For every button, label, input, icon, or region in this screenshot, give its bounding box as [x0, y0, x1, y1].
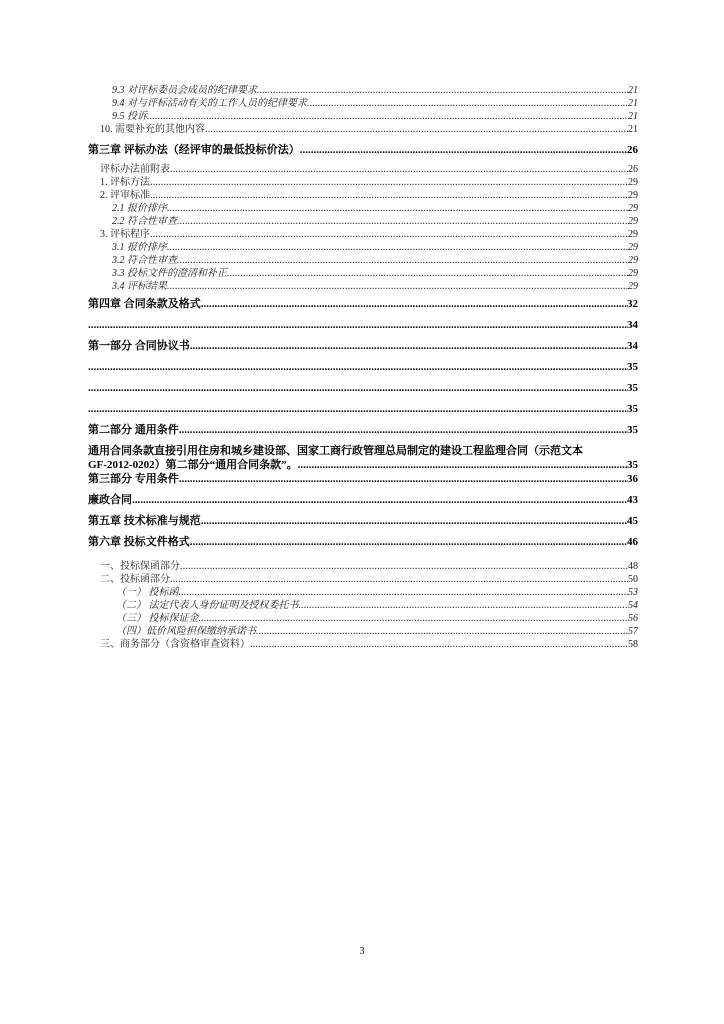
- toc-entry-page: 21: [628, 85, 638, 96]
- toc-entry-title-line2: GF-2012-0202）第二部分“通用合同条款”。: [88, 459, 298, 471]
- toc-leader-dots: [201, 297, 627, 312]
- toc-leader-dots: [199, 612, 629, 625]
- page-number: 3: [359, 946, 365, 957]
- toc-entry-title: 2.1 报价排序: [112, 203, 167, 214]
- toc-leader-dots: [170, 573, 628, 586]
- toc-leader-dots: [256, 625, 628, 638]
- toc-entry-page: 29: [628, 268, 638, 279]
- toc-leader-dots: [179, 472, 627, 487]
- toc-entry[interactable]: [88, 202, 638, 215]
- toc-entry-page: 29: [628, 190, 638, 201]
- toc-leader-dots: [180, 560, 628, 573]
- toc-entry-title: 9.4 对与评标活动有关的工作人员的纪律要求: [112, 98, 307, 109]
- toc-entry-page: 46: [627, 536, 638, 548]
- toc-entry-title: 一、投标保函部分: [100, 561, 180, 572]
- toc-entry-page: 26: [627, 144, 638, 156]
- toc-entry-page: 57: [628, 626, 638, 637]
- toc-leader-dots: [201, 514, 627, 529]
- toc-entry-title: 3.3 投标文件的澄清和补正: [112, 268, 227, 279]
- toc-leader-dots: [257, 84, 628, 97]
- toc-entry-page: 45: [627, 515, 638, 527]
- toc-entry-page: 29: [628, 216, 638, 227]
- toc-entry-title: （一） 投标函: [116, 587, 179, 598]
- toc-leader-dots: [88, 360, 627, 375]
- toc-entry[interactable]: [88, 472, 638, 487]
- toc-section-d: [88, 472, 638, 550]
- toc-leader-dots: [300, 143, 627, 158]
- toc-entry[interactable]: [88, 97, 638, 110]
- toc-entry-page: 29: [628, 203, 638, 214]
- toc-entry-page: 54: [628, 600, 638, 611]
- toc-entry[interactable]: [88, 241, 638, 254]
- toc-entry-page: 58: [628, 639, 638, 650]
- toc-entry-page: 26: [628, 164, 638, 175]
- toc-entry-page: 21: [628, 98, 638, 109]
- toc-entry-title: 第三部分 专用条件: [88, 473, 179, 485]
- toc-leader-dots: [167, 202, 628, 215]
- toc-entry[interactable]: [88, 318, 638, 333]
- toc-entry[interactable]: [88, 215, 638, 228]
- toc-entry[interactable]: [88, 110, 638, 123]
- toc-entry-page: 29: [628, 255, 638, 266]
- toc-leader-dots: [150, 228, 628, 241]
- toc-entry-page: 43: [627, 494, 638, 506]
- toc-entry-page: 32: [627, 298, 638, 310]
- toc-entry-page: 29: [628, 281, 638, 292]
- toc-entry-page: 53: [628, 587, 638, 598]
- toc-leader-dots: [150, 176, 628, 189]
- toc-leader-dots: [250, 638, 628, 651]
- toc-entry-title: 10. 需要补充的其他内容: [100, 124, 205, 135]
- toc-entry-title: 第四章 合同条款及格式: [88, 298, 201, 310]
- toc-entry-title: 第二部分 通用条件: [88, 424, 179, 436]
- toc-entry[interactable]: [88, 339, 638, 354]
- toc-entry-page: 35: [627, 361, 638, 373]
- toc-entry[interactable]: [88, 423, 638, 438]
- toc-entry-page: 34: [627, 319, 638, 331]
- toc-leader-dots: [179, 423, 627, 438]
- toc-entry[interactable]: [88, 123, 638, 136]
- toc-entry-page: 35: [627, 459, 638, 471]
- toc-leader-dots: [190, 339, 627, 354]
- toc-entry-title-line1: 通用合同条款直接引用住房和城乡建设部、国家工商行政管理总局制定的建设工程监理合同（示范文本: [88, 445, 583, 457]
- toc-entry-title: 1. 评标方法: [100, 177, 150, 188]
- toc-leader-dots: [170, 163, 628, 176]
- toc-section-a: [88, 84, 638, 136]
- toc-entry-title: 二、投标函部分: [100, 574, 170, 585]
- toc-entry[interactable]: [88, 163, 638, 176]
- toc-leader-dots: [299, 599, 629, 612]
- toc-entry-page: 50: [628, 574, 638, 585]
- toc-entry-title: （四）低价风险担保缴纳承诺书: [116, 626, 256, 637]
- toc-entry-page: 29: [628, 177, 638, 188]
- toc-entry-title: 9.5 投诉: [112, 111, 147, 122]
- toc-entry[interactable]: [88, 267, 638, 280]
- toc-entry-title: 2.2 符合性审查: [112, 216, 177, 227]
- toc-leader-dots: [88, 402, 627, 417]
- toc-entry[interactable]: [88, 254, 638, 267]
- toc-entry[interactable]: [88, 189, 638, 202]
- toc-entry[interactable]: [88, 381, 638, 396]
- toc-entry-page: 29: [628, 242, 638, 253]
- toc-entry-title: （二） 法定代表人身份证明及授权委托书: [116, 600, 299, 611]
- toc-leader-dots: [88, 381, 627, 396]
- toc-chapter-heading[interactable]: [88, 143, 638, 158]
- toc-entry-title: 3.2 符合性审查: [112, 255, 177, 266]
- toc-section-e: [88, 560, 638, 651]
- toc-entry-page: 21: [628, 124, 638, 135]
- toc-entry-title: 3.1 报价排序: [112, 242, 167, 253]
- toc-entry-title: 第六章 投标文件格式: [88, 536, 190, 548]
- toc-entry[interactable]: [88, 297, 638, 312]
- toc-entry-page: 29: [628, 229, 638, 240]
- toc-entry[interactable]: [88, 638, 638, 651]
- toc-entry-page: 36: [627, 473, 638, 485]
- toc-entry-page: 35: [627, 403, 638, 415]
- toc-entry[interactable]: [88, 586, 638, 599]
- toc-leader-dots: [132, 493, 627, 508]
- toc-section-c: [88, 297, 638, 438]
- toc-leader-dots: [298, 458, 627, 472]
- toc-leader-dots: [307, 97, 628, 110]
- toc-leader-dots: [177, 215, 628, 228]
- toc-leader-dots: [205, 123, 628, 136]
- toc-entry-page: 35: [627, 424, 638, 436]
- toc-entry-title: 三、商务部分（含资格审查资料）: [100, 639, 250, 650]
- toc-entry-title: 第三章 评标办法（经评审的最低投标价法）: [88, 144, 300, 156]
- toc-entry-title: 3.4 评标结果: [112, 281, 167, 292]
- toc-entry-title: （三） 投标保证金: [116, 613, 199, 624]
- toc-entry-general-terms[interactable]: [88, 444, 638, 472]
- toc-entry[interactable]: [88, 228, 638, 241]
- toc-entry[interactable]: [88, 625, 638, 638]
- toc-leader-dots: [227, 267, 628, 280]
- toc-entry-page: 21: [628, 111, 638, 122]
- toc-entry[interactable]: [88, 360, 638, 375]
- toc-entry-title: 9.3 对评标委员会成员的纪律要求: [112, 85, 257, 96]
- toc-entry[interactable]: [88, 573, 638, 586]
- toc-leader-dots: [190, 535, 627, 550]
- toc-entry-page: 35: [627, 382, 638, 394]
- toc-entry[interactable]: [88, 84, 638, 97]
- toc-leader-dots: [179, 586, 629, 599]
- toc-entry-title: 2. 评审标准: [100, 190, 150, 201]
- toc-entry-page: 56: [628, 613, 638, 624]
- toc-entry[interactable]: [88, 514, 638, 529]
- toc-entry[interactable]: [88, 612, 638, 625]
- toc-leader-dots: [167, 241, 628, 254]
- toc-entry[interactable]: [88, 560, 638, 573]
- toc-entry-title: 第五章 技术标准与规范: [88, 515, 201, 527]
- table-of-contents: [88, 84, 638, 651]
- toc-leader-dots: [147, 110, 628, 123]
- toc-leader-dots: [88, 318, 627, 333]
- toc-entry[interactable]: [88, 493, 638, 508]
- toc-entry[interactable]: [88, 535, 638, 550]
- toc-entry-title: 评标办法前附表: [100, 164, 170, 175]
- toc-leader-dots: [150, 189, 628, 202]
- toc-entry-title: 3. 评标程序: [100, 229, 150, 240]
- toc-entry-page: 48: [628, 561, 638, 572]
- toc-entry[interactable]: [88, 176, 638, 189]
- toc-entry-title: 第一部分 合同协议书: [88, 340, 190, 352]
- toc-leader-dots: [177, 254, 628, 267]
- toc-leader-dots: [167, 280, 628, 293]
- toc-section-b: [88, 163, 638, 293]
- toc-entry[interactable]: [88, 402, 638, 417]
- toc-entry[interactable]: [88, 599, 638, 612]
- toc-entry-page: 34: [627, 340, 638, 352]
- toc-entry[interactable]: [88, 280, 638, 293]
- toc-entry-title: 廉政合同: [88, 494, 132, 506]
